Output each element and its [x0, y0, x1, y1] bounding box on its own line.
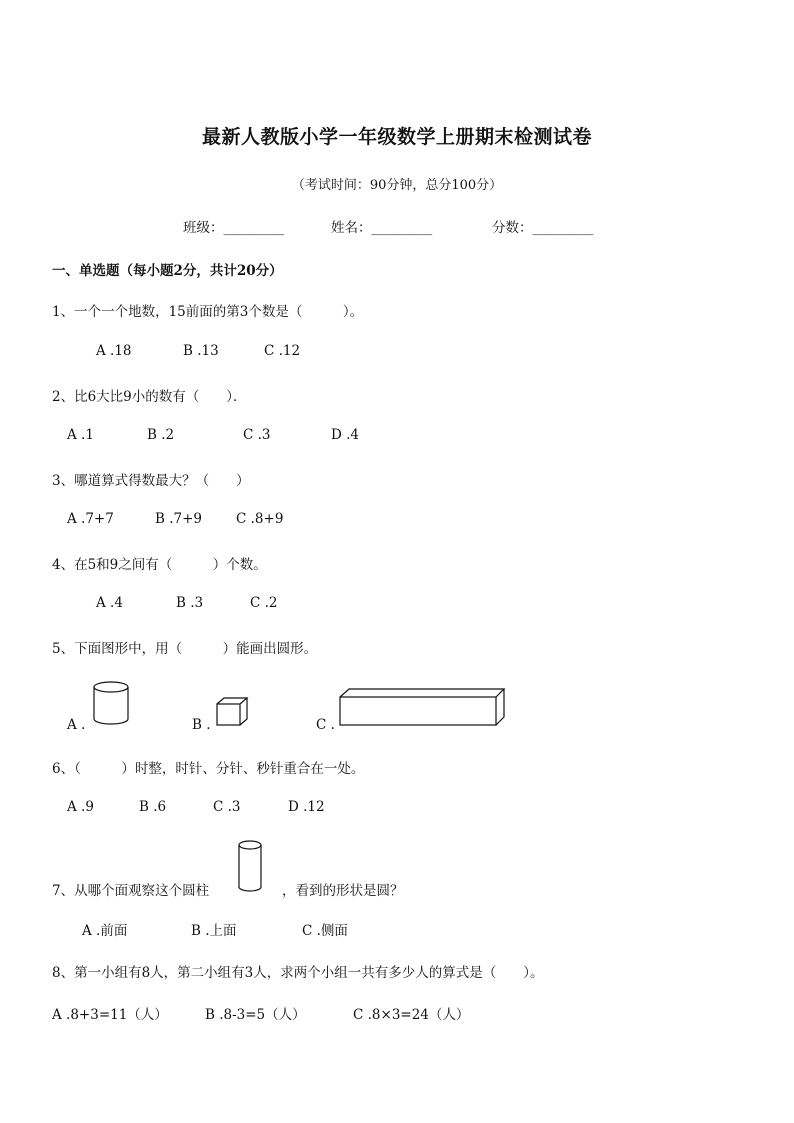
cylinder-icon	[237, 840, 265, 894]
q8-option-c: C .8×3=24（人）	[353, 1007, 470, 1023]
question-2: 2、比6大比9小的数有（ ）．	[52, 389, 247, 405]
question-5: 5、下面图形中，用（ ）能画出圆形。	[52, 641, 318, 657]
question-3: 3、哪道算式得数最大？（ ）	[52, 473, 250, 489]
q2-option-d: D .4	[331, 427, 359, 443]
class-field: 班级：_________	[183, 220, 285, 236]
page-title: 最新人教版小学一年级数学上册期末检测试卷	[201, 126, 592, 148]
q6-option-c: C .3	[213, 799, 241, 815]
question-8: 8、第一小组有8人，第二小组有3人，求两个小组一共有多少人的算式是（ ）。	[52, 965, 544, 981]
question-7-part-1: 7、从哪个面观察这个圆柱	[52, 883, 210, 899]
cuboid-icon	[339, 688, 507, 728]
q2-option-b: B .2	[147, 427, 175, 443]
q5-option-a: A .	[67, 717, 86, 733]
q7-option-c: C .侧面	[302, 923, 348, 939]
q3-option-b: B .7+9	[155, 511, 202, 527]
q7-option-a: A .前面	[82, 923, 128, 939]
q1-option-b: B .13	[183, 343, 219, 359]
cylinder-icon	[92, 680, 132, 728]
score-field: 分数：_________	[492, 220, 594, 236]
q4-option-b: B .3	[176, 595, 204, 611]
question-4: 4、在5和9之间有（ ）个数。	[52, 557, 267, 573]
q8-option-a: A .8+3=11（人）	[52, 1007, 168, 1023]
q7-option-b: B .上面	[191, 923, 237, 939]
q4-option-c: C .2	[250, 595, 278, 611]
question-7-part-2: ，看到的形状是圆？	[282, 883, 404, 899]
q2-option-c: C .3	[243, 427, 271, 443]
question-6: 6、（ ）时整，时针、分针、秒针重合在一处。	[52, 761, 365, 777]
question-1: 1、一个一个地数，15前面的第3个数是（ ）。	[52, 304, 364, 320]
q2-option-a: A .1	[67, 427, 94, 443]
q5-option-c: C .	[316, 717, 335, 733]
q4-option-a: A .4	[96, 595, 123, 611]
cube-icon	[216, 697, 250, 727]
name-field: 姓名：_________	[331, 220, 433, 236]
q1-option-a: A .18	[96, 343, 132, 359]
q5-option-b: B .	[192, 717, 211, 733]
q3-option-a: A .7+7	[67, 511, 114, 527]
q8-option-b: B .8-3=5（人）	[205, 1007, 306, 1023]
exam-subtitle: （考试时间：90分钟，总分100分）	[291, 178, 503, 193]
q6-option-a: A .9	[67, 799, 94, 815]
q6-option-b: B .6	[139, 799, 167, 815]
q1-option-c: C .12	[264, 343, 301, 359]
q3-option-c: C .8+9	[236, 511, 284, 527]
section-heading: 一、单选题（每小题2分，共计20分）	[52, 263, 283, 279]
q6-option-d: D .12	[288, 799, 325, 815]
